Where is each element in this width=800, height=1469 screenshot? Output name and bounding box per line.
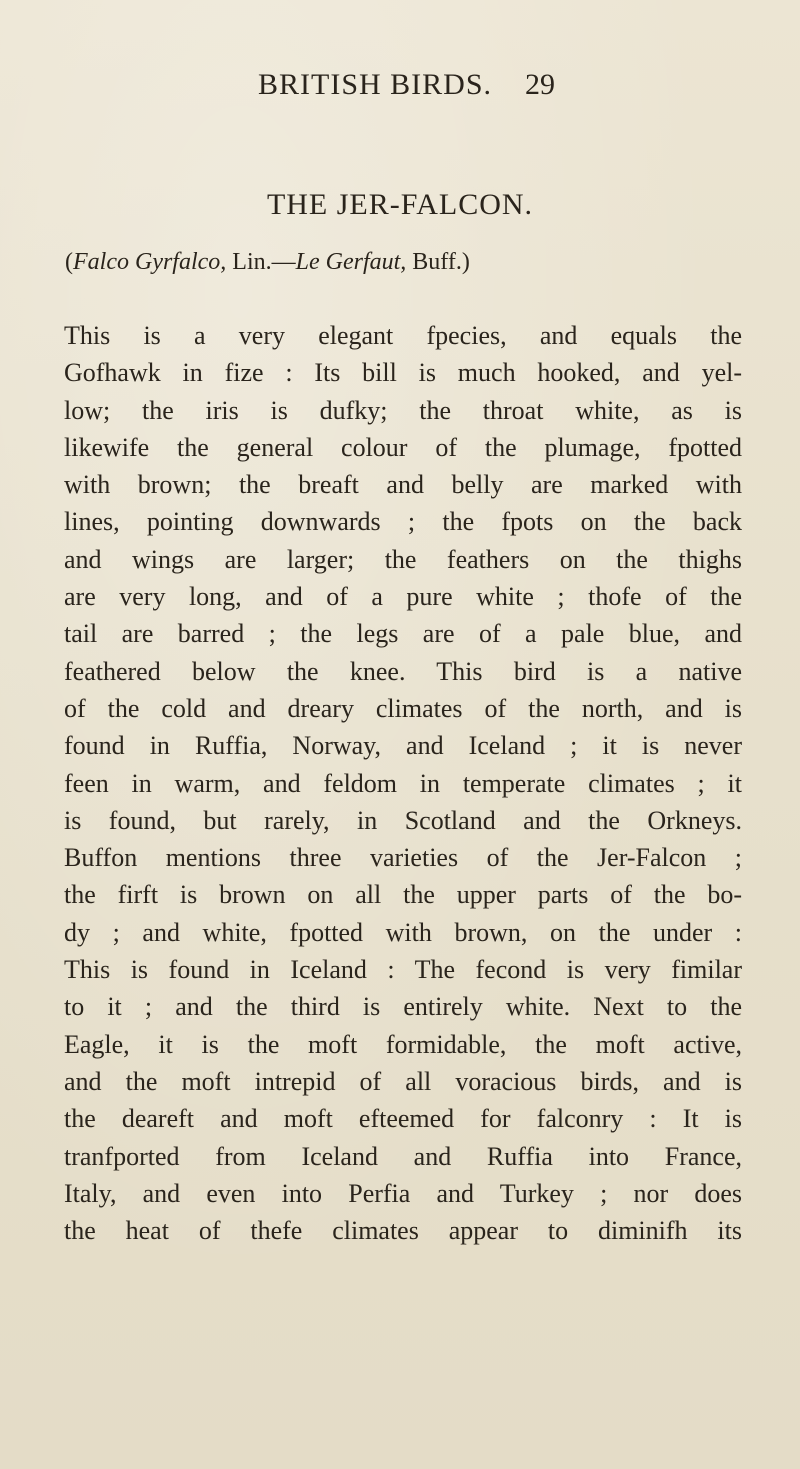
synonymy-line [65,249,470,276]
text-line: tranfported from Iceland and Ruffia into France, [64,1141,742,1171]
page-header [0,68,800,118]
text-line: and wings are larger; the feathers on the thighs [64,544,742,574]
text-line: and the moft intrepid of all voracious birds, and is [64,1066,742,1096]
text-line: are very long, and of a pure white ; thofe of the [64,582,742,612]
body-text [64,317,742,1249]
synonymy-open: ( [65,249,73,275]
french-name: Le Gerfaut, [295,249,407,275]
page-number: 29 [525,68,555,101]
article-title: THE JER-FALCON. [266,188,534,221]
text-line: Eagle, it is the moft formidable, the moft active, [64,1029,742,1059]
text-line: the firft is brown on all the upper parts of the bo- [64,880,742,910]
text-line: dy ; and white, fpotted with brown, on the under : [64,917,742,947]
text-line: found in Ruffia, Norway, and Iceland ; it is never [64,731,742,761]
linnaeus-ref: Lin.— [226,249,296,275]
buffon-ref: Buff.) [406,249,470,275]
text-line: is found, but rarely, in Scotland and the Orkneys. [64,805,742,835]
text-line: tail are barred ; the legs are of a pale blue, and [64,619,742,649]
running-title: BRITISH BIRDS. [258,68,493,101]
text-line: feen in warm, and feldom in temperate climates ; it [64,768,742,798]
text-line: of the cold and dreary climates of the north, and is [64,693,742,723]
text-line: This is a very elegant fpecies, and equals the [64,321,742,350]
text-line: low; the iris is dufky; the throat white, as is [64,395,742,425]
text-line: Buffon mentions three varieties of the Jer-Falcon ; [64,843,742,873]
text-line: Italy, and even into Perfia and Turkey ; nor does [64,1178,742,1208]
text-line: the heat of thefe climates appear to diminifh its [64,1216,742,1246]
text-line: to it ; and the third is entirely white. Next to the [64,992,742,1022]
text-line: with brown; the breaft and belly are marked with [64,470,742,500]
text-line: lines, pointing downwards ; the fpots on the back [64,507,742,537]
latin-name: Falco Gyrfalco, [73,249,227,275]
text-line: Gofhawk in fize : Its bill is much hooked, and yel- [64,358,742,388]
text-line: This is found in Iceland : The fecond is very fimilar [64,955,742,985]
text-line: feathered below the knee. This bird is a native [64,656,742,686]
text-line: likewife the general colour of the plumage, fpotted [64,432,742,462]
text-line: the deareft and moft efteemed for falconry : It is [64,1104,742,1134]
